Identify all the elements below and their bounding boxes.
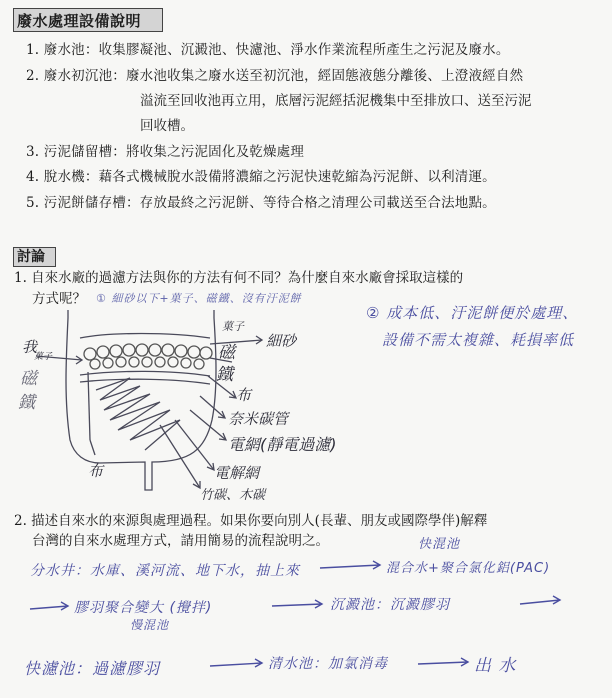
label-magnet-right-2: 鐵 xyxy=(216,365,233,385)
question-1-line-1: 1. 自來水廠的過濾方法與你的方法有何不同？為什麼自來水廠會採取這樣的 xyxy=(14,270,464,286)
flow-step-3-sub: 慢混池 xyxy=(130,618,170,632)
label-magnet-right: 磁 xyxy=(218,343,235,363)
label-leaf-left: 菓子 xyxy=(34,352,53,362)
label-electric-mesh: 電網(靜電過濾) xyxy=(228,435,337,454)
flow-step-3: 膠羽聚合變大 (攪拌) xyxy=(74,600,213,616)
label-cloth-bottom: 布 xyxy=(88,462,104,480)
question-2-line-1: 2. 描述自來水的來源與處理過程。如果你要向別人(長輩、朋友或國際學伴)解釋 xyxy=(14,513,488,529)
label-sand: 細砂 xyxy=(266,332,297,350)
flow-step-7: 出 水 xyxy=(474,656,517,676)
list-item: 5. 污泥餅儲存槽：存放最終之污泥餅、等待合格之清理公司載送至合法地點。 xyxy=(26,195,496,211)
list-item-continuation: 溢流至回收池再立用，底層污泥經括泥機集中至排放口、送至污泥 xyxy=(140,93,532,109)
flow-step-1: 分水井：水庫、溪河流、地下水，抽上來 xyxy=(30,563,300,579)
flow-step-6: 清水池：加氯消毒 xyxy=(268,656,388,672)
list-item: 2. 廢水初沉池：廢水池收集之廢水送至初沉池，經固態液態分離後、上澄液經自然 xyxy=(26,68,524,84)
label-cloth: 布 xyxy=(236,386,252,404)
flow-step-4: 沉澱池：沉澱膠羽 xyxy=(330,597,450,613)
label-leaf-right: 菓子 xyxy=(222,320,244,333)
flow-step-2: 混合水+聚合氯化鋁(PAC) xyxy=(386,561,551,576)
label-magnet-left-2: 鐵 xyxy=(18,393,35,413)
list-item: 3. 污泥儲留槽：將收集之污泥固化及乾燥處理 xyxy=(26,144,305,160)
handwritten-note-1: ① 細砂以下+菓子、磁鐵、沒有汙泥餅 xyxy=(96,292,302,305)
list-item: 1. 廢水池：收集膠凝池、沉澱池、快濾池、淨水作業流程所產生之污泥及廢水。 xyxy=(26,42,510,58)
label-electrolysis-mesh: 電解網 xyxy=(214,464,260,482)
label-magnet-left: 磁 xyxy=(20,369,37,389)
list-item-continuation: 回收槽。 xyxy=(140,118,194,134)
label-nano-tube: 奈米碳管 xyxy=(228,410,289,428)
flow-step-2-top: 快混池 xyxy=(418,537,461,552)
section-title: 廢水處理設備說明 xyxy=(13,8,163,32)
label-me: 我 xyxy=(22,338,38,356)
list-item: 4. 脫水機：藉各式機械脫水設備將濃縮之污泥快速乾縮為污泥餅、以利清運。 xyxy=(26,169,496,185)
discussion-title: 討論 xyxy=(13,247,56,267)
question-2-line-2: 台灣的自來水處理方式，請用簡易的流程說明之。 xyxy=(32,533,329,549)
handwritten-answer-2-line-1: ② 成本低、汙泥餅便於處理、 xyxy=(366,304,579,322)
question-1-line-2: 方式呢？ xyxy=(32,291,86,307)
flow-step-5: 快濾池：過濾膠羽 xyxy=(24,659,161,678)
label-charcoal: 竹碳、木碳 xyxy=(200,488,266,503)
handwritten-answer-2-line-2: 設備不需太複雜、耗損率低 xyxy=(382,331,575,349)
